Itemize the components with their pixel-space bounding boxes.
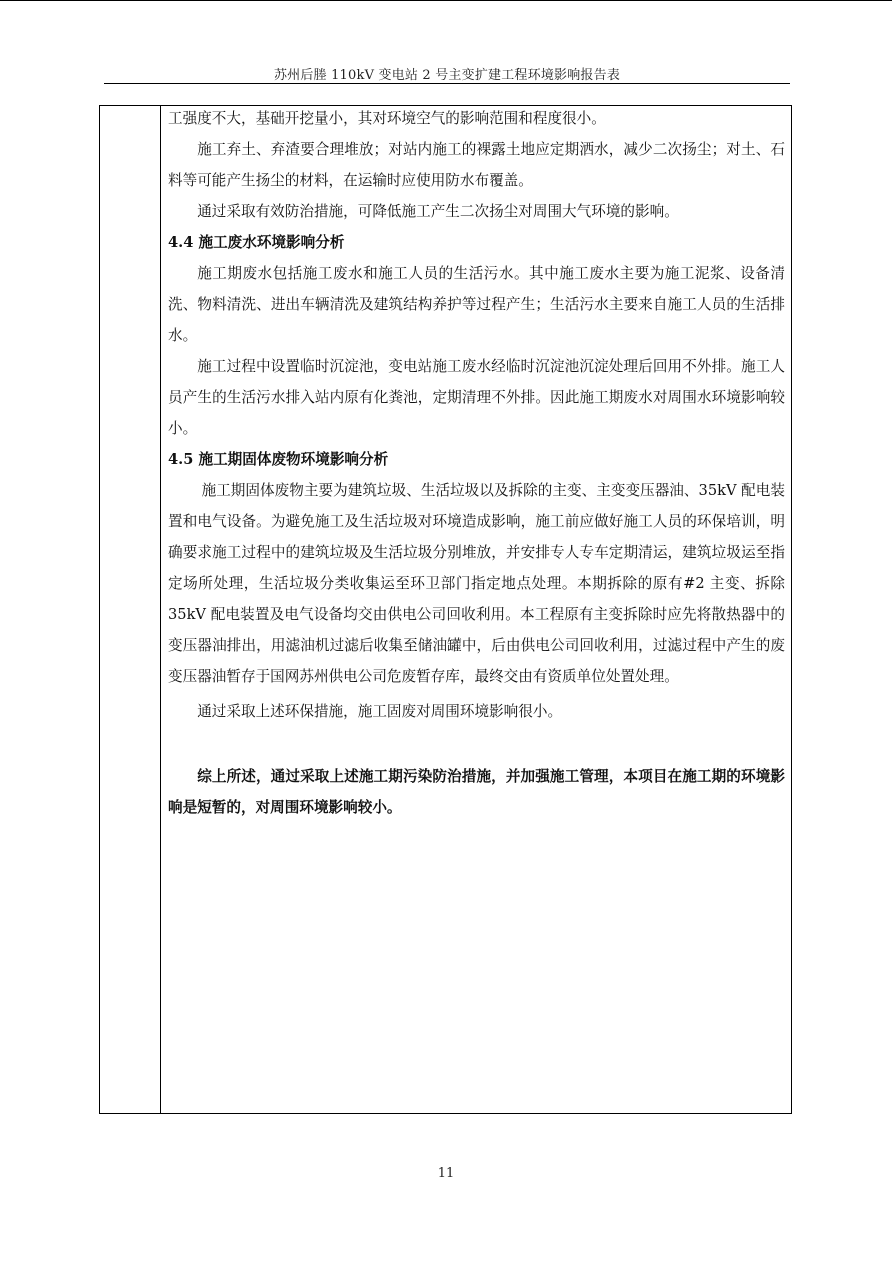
paragraph-conclusion: 综上所述，通过采取上述施工期污染防治措施，并加强施工管理，本项目在施工期的环境影响是短暂的，对周围环境影响较小。 bbox=[168, 768, 785, 816]
document-header: 苏州后塍 110kV 变电站 2 号主变扩建工程环境影响报告表 bbox=[273, 68, 621, 83]
section-heading-wastewater: 4.4 施工废水环境影响分析 bbox=[168, 234, 345, 251]
table-column-divider bbox=[160, 105, 161, 1114]
table-content-cell bbox=[168, 103, 785, 823]
paragraph-solid-waste: 施工期固体废物主要为建筑垃圾、生活垃圾以及拆除的主变、主变变压器油、35kV 配电装置和电气设备。为避免施工及生活垃圾对环境造成影响，施工前应做好施工人员的环保培训，明确要求施工过程中的建筑垃圾及生活垃圾分别堆放，并安排专人专车定期清运，建筑垃圾运至指定场所处理，生活垃圾分类收集运至环卫部门指定地点处理。本期拆除的原有#2 主变、拆除 35kV 配电装置及电气设备均交由供电公司回收利用。本工程原有主变拆除时应先将散热器中的变压器油排出，用滤油机过滤后收集至储油罐中，后由供电公司回收利用，过滤过程中产生的废变压器油暂存于国网苏州供电公司危废暂存库，最终交由有资质单位处置处理。 bbox=[168, 482, 785, 685]
paragraph-dust-measures: 施工弃土、弃渣要合理堆放；对站内施工的裸露土地应定期洒水，减少二次扬尘；对土、石料等可能产生扬尘的材料，在运输时应使用防水布覆盖。 bbox=[168, 141, 785, 189]
page-number: 11 bbox=[437, 1166, 455, 1181]
paragraph-wastewater-treatment: 施工过程中设置临时沉淀池，变电站施工废水经临时沉淀池沉淀处理后回用不外排。施工人员产生的生活污水排入站内原有化粪池，定期清理不外排。因此施工期废水对周围水环境影响较小。 bbox=[168, 358, 785, 437]
paragraph-dust-summary: 通过采取有效防治措施，可降低施工产生二次扬尘对周围大气环境的影响。 bbox=[197, 203, 679, 220]
paragraph-solid-waste-summary: 通过采取上述环保措施，施工固废对周围环境影响很小。 bbox=[197, 703, 563, 720]
paragraph-wastewater-sources: 施工期废水包括施工废水和施工人员的生活污水。其中施工废水主要为施工泥浆、设备清洗、物料清洗、进出车辆清洗及建筑结构养护等过程产生；生活污水主要来自施工人员的生活排水。 bbox=[168, 265, 785, 344]
section-heading-solid-waste: 4.5 施工期固体废物环境影响分析 bbox=[168, 451, 389, 468]
page-top-border bbox=[0, 0, 892, 1]
blank-line bbox=[168, 727, 785, 761]
header-rule bbox=[104, 83, 790, 84]
paragraph-air-impact-continued: 工强度不大，基础开挖量小，其对环境空气的影响范围和程度很小。 bbox=[168, 110, 606, 127]
